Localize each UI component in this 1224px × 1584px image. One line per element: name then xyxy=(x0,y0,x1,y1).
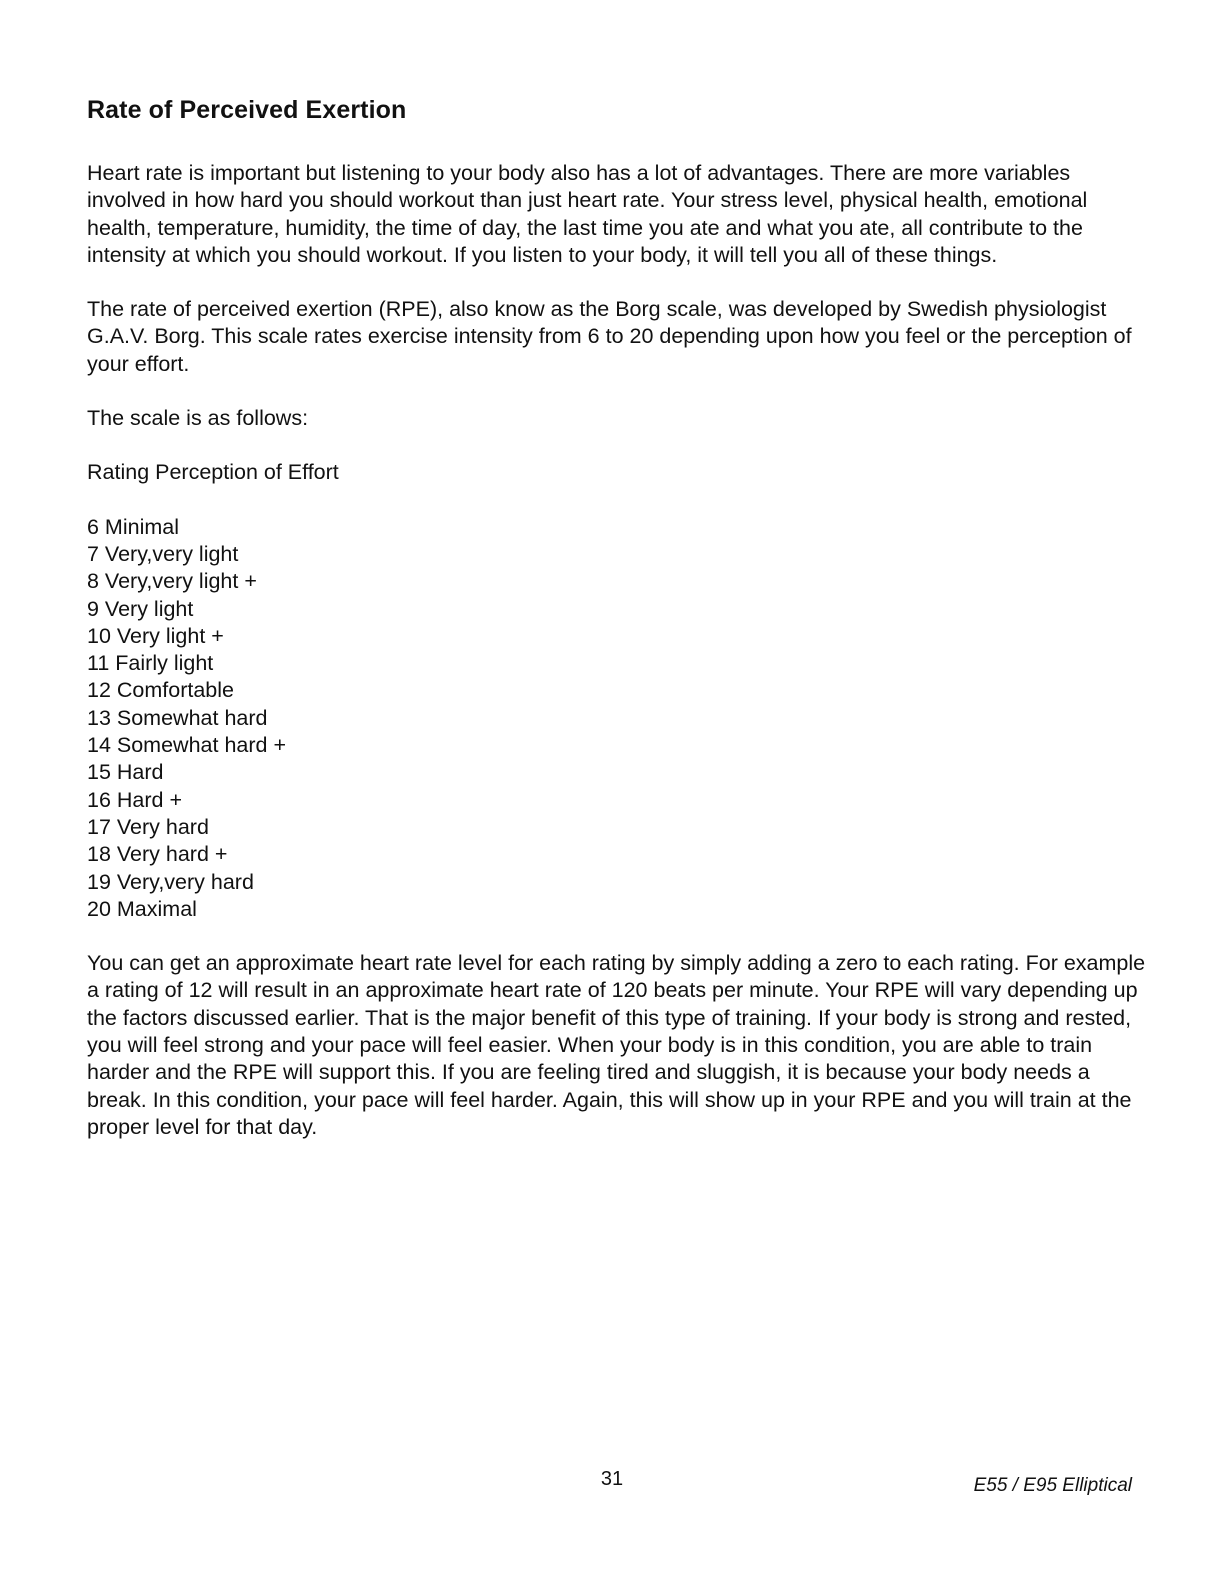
scale-item: 18 Very hard + xyxy=(87,842,228,867)
closing-paragraph: You can get an approximate heart rate level for each rating by simply adding a zero to each rating. For example a rating of 12 will result in an approximate heart rate of 120 beats per minute. Your RPE will vary depending up the factors discussed earlier. That is the major benefit of this type of training. If your body is strong and rested, you will feel strong and your pace will feel easier. When your body is in this condition, you are able to train harder and the RPE will support this. If you are feeling tired and sluggish, it is because your body needs a break. In this condition, your pace will feel harder. Again, this will show up in your RPE and you will train at the proper level for that day. xyxy=(87,951,1146,1139)
scale-item: 15 Hard xyxy=(87,760,164,785)
page-title: Rate of Perceived Exertion xyxy=(87,96,407,124)
rpe-scale-list xyxy=(87,514,1147,923)
scale-item: 7 Very,very light xyxy=(87,541,239,566)
scale-header: Rating Perception of Effort xyxy=(87,460,339,485)
scale-item: 10 Very light + xyxy=(87,623,224,648)
scale-item: 6 Minimal xyxy=(87,514,179,539)
scale-item: 13 Somewhat hard xyxy=(87,705,268,730)
scale-intro-paragraph: The scale is as follows: xyxy=(87,406,309,431)
scale-item: 20 Maximal xyxy=(87,896,197,921)
scale-item: 12 Comfortable xyxy=(87,678,234,703)
scale-item: 16 Hard + xyxy=(87,787,183,812)
scale-item: 14 Somewhat hard + xyxy=(87,733,287,758)
borg-paragraph: The rate of perceived exertion (RPE), also know as the Borg scale, was developed by Swedish physiologist G.A.V. Borg. This scale rates exercise intensity from 6 to 20 depending upon how you feel or the perception of your effort. xyxy=(87,297,1132,376)
scale-item: 9 Very light xyxy=(87,596,194,621)
intro-paragraph: Heart rate is important but listening to your body also has a lot of advantages. There are more variables involved in how hard you should workout than just heart rate. Your stress level, physical health, emotional health, temperature, humidity, the time of day, the last time you ate and what you ate, all contribute to the intensity at which you should workout. If you listen to your body, it will tell you all of these things. xyxy=(87,161,1088,267)
scale-item: 17 Very hard xyxy=(87,814,209,839)
scale-item: 19 Very,very hard xyxy=(87,869,254,894)
page-number: 31 xyxy=(600,1468,624,1490)
footer-model-name: E55 / E95 Elliptical xyxy=(973,1475,1132,1496)
scale-item: 11 Fairly light xyxy=(87,651,214,676)
page-content xyxy=(87,92,1147,1168)
scale-item: 8 Very,very light + xyxy=(87,569,257,594)
